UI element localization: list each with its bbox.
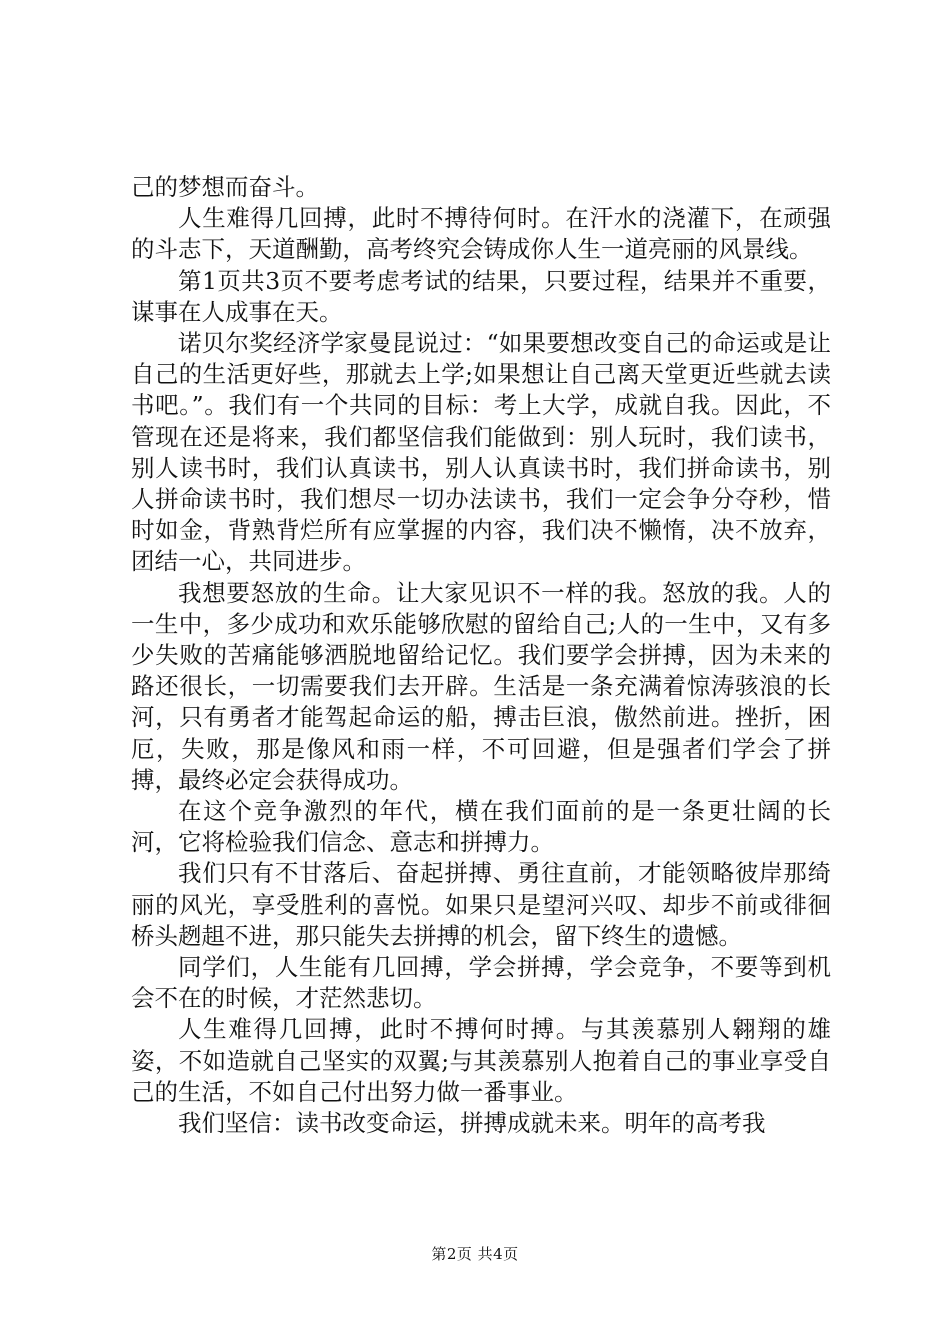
paragraph-9: 人生难得几回搏，此时不搏何时搏。与其羡慕别人翱翔的雄姿，不如造就自己坚实的双翼;与其羡慕别人抱着自己的事业享受自己的生活，不如自己付出努力做一番事业。 [131,1015,831,1106]
paragraph-5: 我想要怒放的生命。让大家见识不一样的我。怒放的我。人的一生中，多少成功和欢乐能够欣慰的留给自己;人的一生中，又有多少失败的苦痛能够洒脱地留给记忆。我们要学会拼搏，因为未来的路还很长，一切需要我们去开辟。生活是一条充满着惊涛骇浪的长河，只有勇者才能驾起命运的船，搏击巨浪，傲然前进。挫折，困厄，失败，那是像风和雨一样，不可回避，但是强者们学会了拼搏，最终必定会获得成功。 [131,578,831,794]
paragraph-4: 诺贝尔奖经济学家曼昆说过：“如果要想改变自己的命运或是让自己的生活更好些，那就去上学;如果想让自己离天堂更近些就去读书吧。”。我们有一个共同的目标：考上大学，成就自我。因此，不管现在还是将来，我们都坚信我们能做到：别人玩时，我们读书，别人读书时，我们认真读书，别人认真读书时，我们拼命读书，别人拼命读书时，我们想尽一切办法读书，我们一定会争分夺秒，惜时如金，背熟背烂所有应掌握的内容，我们决不懒惰，决不放弃，团结一心，共同进步。 [131,329,831,576]
page-footer: 第2页 共4页 [431,1245,519,1263]
paragraph-10: 我们坚信：读书改变命运，拼搏成就未来。明年的高考我 [178,1109,766,1138]
paragraph-8: 同学们，人生能有几回搏，学会拼搏，学会竞争，不要等到机会不在的时候，才茫然悲切。 [131,953,831,1013]
paragraph-2: 人生难得几回搏，此时不搏待何时。在汗水的浇灌下，在顽强的斗志下，天道酬勤，高考终究会铸成你人生一道亮丽的风景线。 [131,204,831,264]
document-body [131,172,831,1139]
paragraph-7: 我们只有不甘落后、奋起拼搏、勇往直前，才能领略彼岸那绮丽的风光，享受胜利的喜悦。如果只是望河兴叹、却步不前或徘徊桥头趔趄不进，那只能失去拼搏的机会，留下终生的遗憾。 [131,859,831,950]
paragraph-6: 在这个竞争激烈的年代，横在我们面前的是一条更壮阔的长河，它将检验我们信念、意志和拼搏力。 [131,797,831,857]
paragraph-3: 第1页共3页不要考虑考试的结果，只要过程，结果并不重要，谋事在人成事在天。 [131,266,831,326]
paragraph-1: 己的梦想而奋斗。 [131,173,319,201]
